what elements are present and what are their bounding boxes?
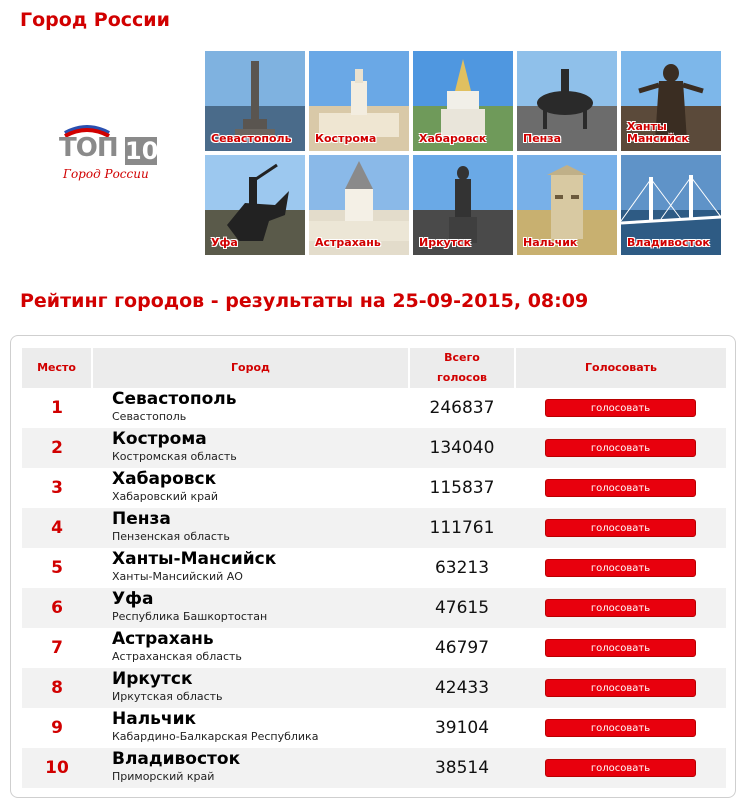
table-row <box>22 388 726 428</box>
city-thumb-1[interactable] <box>205 51 305 151</box>
row-rank: 6 <box>51 598 63 618</box>
row-city-cell <box>112 469 218 504</box>
city-thumb-3[interactable] <box>413 51 513 151</box>
row-city-cell <box>112 749 240 784</box>
vote-button[interactable]: голосовать <box>545 559 696 577</box>
vote-button[interactable]: голосовать <box>545 439 696 457</box>
city-thumb-caption: Ханты Мансийск <box>627 120 689 145</box>
row-votes: 111761 <box>429 518 495 538</box>
city-thumb-9[interactable] <box>517 155 617 255</box>
col-vote: Голосовать <box>516 348 726 388</box>
row-city-cell <box>112 669 223 704</box>
row-city-name: Уфа <box>112 589 154 609</box>
vote-button[interactable]: голосовать <box>545 399 696 417</box>
row-votes: 115837 <box>429 478 495 498</box>
col-votes-line1: Всего <box>444 351 480 364</box>
row-city-region: Хабаровский край <box>112 490 218 503</box>
row-city-cell <box>112 389 236 424</box>
row-city-name: Кострома <box>112 429 207 449</box>
table-row <box>22 468 726 508</box>
row-votes: 63213 <box>434 558 490 578</box>
row-rank: 3 <box>51 478 63 498</box>
row-rank: 10 <box>45 758 69 778</box>
vote-button[interactable]: голосовать <box>545 479 696 497</box>
logo-number: 10 <box>125 137 159 165</box>
row-city-cell <box>112 589 267 624</box>
row-city-cell <box>112 429 237 464</box>
col-votes <box>410 348 514 388</box>
city-thumb-caption: Владивосток <box>627 236 710 249</box>
top10-logo[interactable] <box>55 115 165 195</box>
city-thumb-2[interactable] <box>309 51 409 151</box>
row-votes: 134040 <box>429 438 495 458</box>
city-thumb-caption: Нальчик <box>523 236 578 249</box>
logo-tagline: Город России <box>63 167 149 181</box>
vote-button[interactable]: голосовать <box>545 599 696 617</box>
table-row <box>22 548 726 588</box>
city-thumb-caption: Кострома <box>315 132 377 145</box>
row-rank: 9 <box>51 718 63 738</box>
col-votes-line2: голосов <box>437 371 487 384</box>
city-thumb-10[interactable] <box>621 155 721 255</box>
vote-button[interactable]: голосовать <box>545 759 696 777</box>
row-city-name: Владивосток <box>112 749 241 769</box>
row-city-name: Пенза <box>112 509 171 529</box>
row-rank: 4 <box>51 518 63 538</box>
table-row <box>22 428 726 468</box>
row-city-region: Костромская область <box>112 450 237 463</box>
vote-button[interactable]: голосовать <box>545 719 696 737</box>
row-votes: 42433 <box>434 678 490 698</box>
rating-table <box>10 335 736 798</box>
row-city-name: Нальчик <box>112 709 197 729</box>
row-city-region: Ханты-Мансийский АО <box>112 570 243 583</box>
row-votes: 39104 <box>434 718 490 738</box>
page-title: Город России <box>20 9 170 31</box>
city-thumb-caption: Хабаровск <box>419 132 487 145</box>
row-city-region: Кабардино-Балкарская Республика <box>112 730 319 743</box>
city-thumb-caption: Иркутск <box>419 236 472 249</box>
city-thumb-4[interactable] <box>517 51 617 151</box>
row-city-cell <box>112 629 242 664</box>
table-header <box>22 348 726 388</box>
row-rank: 1 <box>51 398 63 418</box>
row-city-name: Ханты-Мансийск <box>112 549 277 569</box>
logo-top-text: ТОП <box>59 133 118 163</box>
row-city-name: Астрахань <box>112 629 214 649</box>
city-gallery <box>205 51 725 257</box>
row-city-name: Севастополь <box>112 389 237 409</box>
vote-button[interactable]: голосовать <box>545 679 696 697</box>
row-rank: 7 <box>51 638 63 658</box>
row-city-name: Иркутск <box>112 669 193 689</box>
table-row <box>22 708 726 748</box>
city-thumb-6[interactable] <box>205 155 305 255</box>
table-row <box>22 588 726 628</box>
city-thumb-8[interactable] <box>413 155 513 255</box>
row-votes: 47615 <box>434 598 490 618</box>
row-rank: 2 <box>51 438 63 458</box>
col-place: Место <box>22 348 91 388</box>
row-city-region: Республика Башкортостан <box>112 610 268 623</box>
city-thumb-caption: Севастополь <box>211 132 292 145</box>
row-votes: 246837 <box>429 398 495 418</box>
vote-button[interactable]: голосовать <box>545 519 696 537</box>
row-votes: 38514 <box>434 758 490 778</box>
city-thumb-5[interactable] <box>621 51 721 151</box>
city-thumb-caption: Пенза <box>523 132 562 145</box>
city-thumb-caption: Уфа <box>211 236 238 249</box>
row-city-region: Приморский край <box>112 770 215 783</box>
row-city-region: Иркутская область <box>112 690 223 703</box>
rating-heading: Рейтинг городов - результаты на 25-09-2015, 08:09 <box>20 290 589 312</box>
row-city-cell <box>112 709 318 744</box>
table-row <box>22 748 726 788</box>
row-city-name: Хабаровск <box>112 469 217 489</box>
row-votes: 46797 <box>434 638 490 658</box>
table-row <box>22 508 726 548</box>
row-city-cell <box>112 509 230 544</box>
table-row <box>22 628 726 668</box>
row-rank: 5 <box>51 558 63 578</box>
city-thumb-7[interactable] <box>309 155 409 255</box>
col-city: Город <box>93 348 408 388</box>
table-row <box>22 668 726 708</box>
row-rank: 8 <box>51 678 63 698</box>
row-city-region: Пензенская область <box>112 530 230 543</box>
city-thumb-caption: Астрахань <box>315 236 381 249</box>
row-city-region: Севастополь <box>112 410 187 423</box>
vote-button[interactable]: голосовать <box>545 639 696 657</box>
row-city-cell <box>112 549 276 584</box>
row-city-region: Астраханская область <box>112 650 242 663</box>
